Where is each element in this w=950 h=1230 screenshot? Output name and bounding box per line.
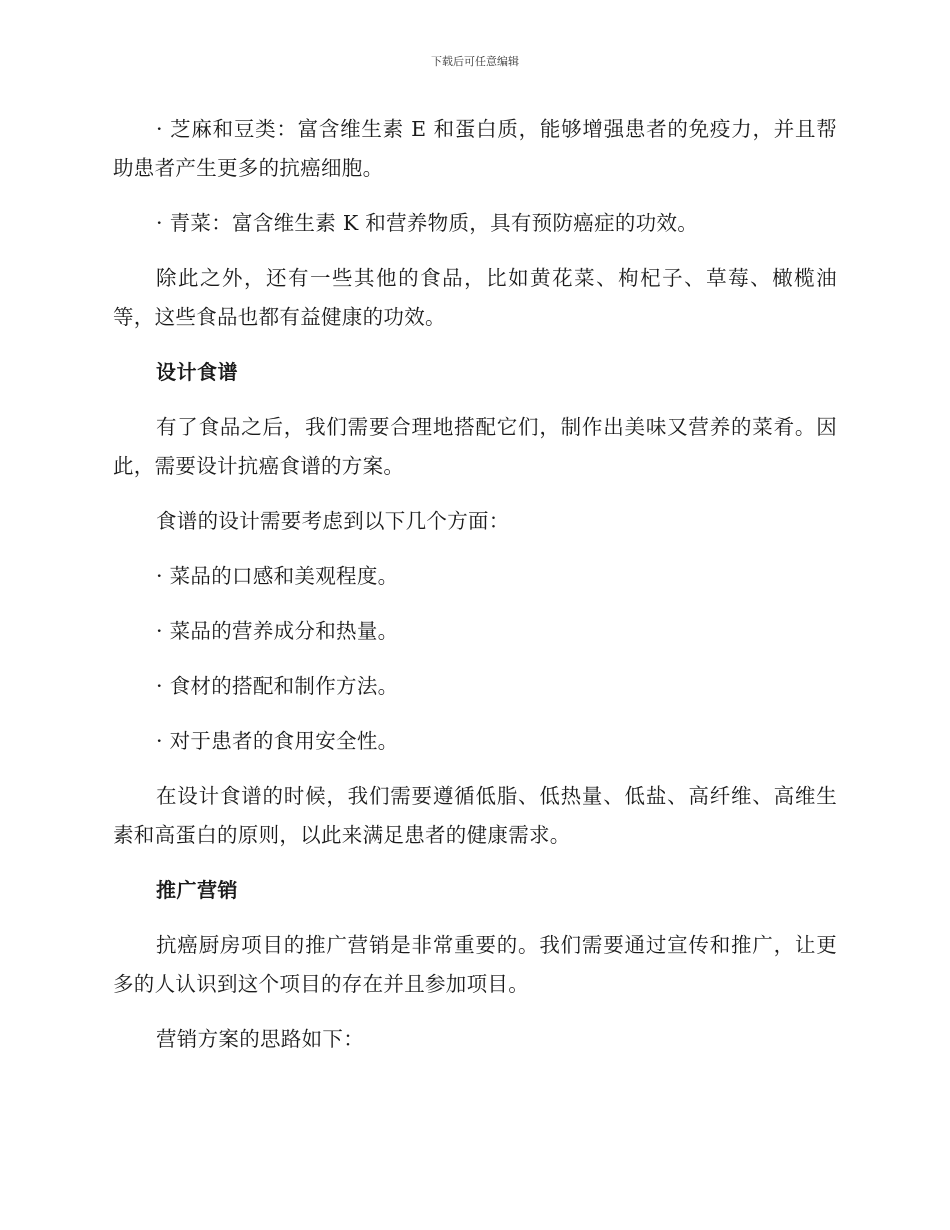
list-item-ingredients: · 食材的搭配和制作方法。	[156, 674, 399, 698]
list-item-safety: · 对于患者的食用安全性。	[156, 729, 399, 753]
document-body	[113, 110, 837, 1075]
list-item-nutrition: · 菜品的营养成分和热量。	[156, 619, 399, 643]
paragraph-marketing-plan: 营销方案的思路如下：	[156, 1027, 364, 1051]
list-item-taste: · 菜品的口感和美观程度。	[156, 564, 399, 588]
paragraph-other-foods: 除此之外，还有一些其他的食品，比如黄花菜、枸杞子、草莓、橄榄油等，这些食品也都有益健康的功效。	[113, 266, 837, 329]
page-header: 下载后可任意编辑	[431, 55, 519, 68]
paragraph-greens: · 青菜：富含维生素 K 和营养物质，具有预防癌症的功效。	[156, 211, 699, 235]
paragraph-principles: 在设计食谱的时候，我们需要遵循低脂、低热量、低盐、高纤维、高维生素和高蛋白的原则，以此来满足患者的健康需求。	[113, 784, 837, 847]
paragraph-sesame-beans: · 芝麻和豆类：富含维生素 E 和蛋白质，能够增强患者的免疫力，并且帮助患者产生更多的抗癌细胞。	[113, 117, 837, 180]
paragraph-recipe-intro: 有了食品之后，我们需要合理地搭配它们，制作出美味又营养的菜肴。因此，需要设计抗癌食谱的方案。	[113, 415, 837, 478]
heading-marketing: 推广营销	[156, 878, 238, 902]
heading-recipe-design: 设计食谱	[156, 360, 238, 384]
paragraph-marketing-intro: 抗癌厨房项目的推广营销是非常重要的。我们需要通过宣传和推广，让更多的人认识到这个项目的存在并且参加项目。	[113, 933, 837, 996]
paragraph-recipe-aspects: 食谱的设计需要考虑到以下几个方面：	[156, 509, 510, 533]
